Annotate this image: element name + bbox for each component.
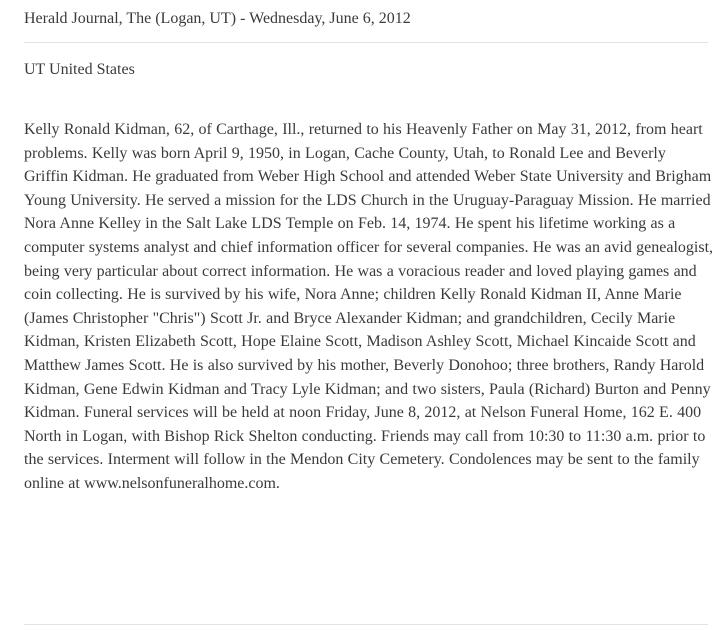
bottom-divider (24, 624, 708, 625)
top-divider (24, 42, 708, 43)
obituary-body: Kelly Ronald Kidman, 62, of Carthage, Ill., returned to his Heavenly Father on May 31, 2012, from heart problems. Kelly was born April 9, 1950, in Logan, Cache County, Utah, to Ronald Lee and Beverly Griffin Kidman. He graduated from Weber High School and attended Weber State University and Brigham Young University. He served a mission for the LDS Church in the Uruguay-Paraguay Mission. He married Nora Anne Kelley in the Salt Lake LDS Temple on Feb. 14, 1974. He spent his lifetime working as a computer systems analyst and chief information officer for several companies. He was an avid genealogist, being very particular about correct information. He was a voracious reader and loved playing games and coin collecting. He is survived by his wife, Nora Anne; children Kelly Ronald Kidman II, Anne Marie (James Christopher "Chris") Scott Jr. and Bryce Alexander Kidman; and grandchildren, Cecily Marie Kidman, Kristen Elizabeth Scott, Hope Elaine Scott, Madison Ashley Scott, Michael Kincaide Scott and Matthew James Scott. He is also survived by his mother, Beverly Donohoo; three brothers, Randy Harold Kidman, Gene Edwin Kidman and Tracy Lyle Kidman; and two sisters, Paula (Richard) Burton and Penny Kidman. Funeral services will be held at noon Friday, June 8, 2012, at Nelson Funeral Home, 162 E. 400 North in Logan, with Bishop Rick Shelton conducting. Friends may call from 10:30 to 11:30 a.m. prior to the services. Interment will follow in the Mendon City Cemetery. Condolences may be sent to the family online at www.nelsonfuneralhome.com. (24, 121, 714, 492)
location-line: UT United States (24, 61, 135, 78)
publication-line: Herald Journal, The (Logan, UT) - Wednesday, June 6, 2012 (24, 10, 411, 27)
